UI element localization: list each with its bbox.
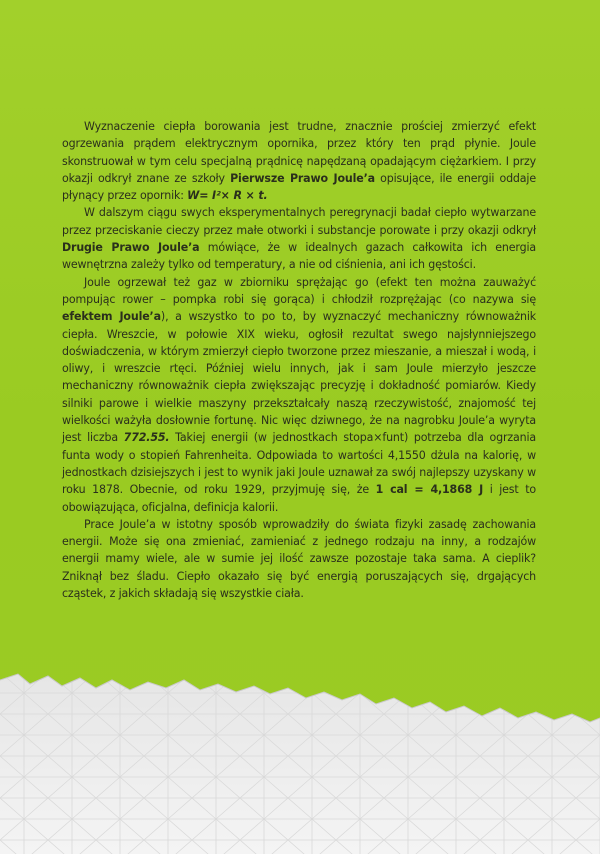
- text-run: ), a wszystko to po to, by wyznaczyć mechaniczny równoważnik ciepła. Wreszcie, w połowie XIX wieku, ogłosił rezultat swego najsłynniejszego doświadczenia, w którym zmierzył ciepło tworzone przez mieszanie, a mieszał i wodą, i oliwy, i wreszcie rtęci. Później wielu innych, jak i sam Joule mierzyło jeszcze mechaniczny równoważnik ciepła zwiększając precyzję i dokładność pomiarów. Kiedy silniki parowe i wielkie maszyny przekształcały naszą rzeczywistość, znajomość tej wielkości ważyła dosłownie fortunę. Nic więc dziwnego, że na nagrobku Joule’a wyryta jest liczba: [62, 310, 536, 445]
- text-run: W dalszym ciągu swych eksperymentalnych peregrynacji badał ciepło wytwarzane przez przeciskanie cieczy przez małe otworki i substancje porowate i przy okazji odkrył: [62, 206, 536, 237]
- paragraph: [62, 274, 536, 516]
- bold-italic-term: 772.55.: [123, 431, 170, 445]
- text-run: Prace Joule’a w istotny sposób wprowadziły do świata fizyki zasadę zachowania energii. Może się ona zmieniać, zamieniać z jednego rodzaju na inny, a rodzajów energii mamy wiele, ale w sumie jej ilość zawsze pozostaje taka sama. A cieplik? Zniknął bez śladu. Ciepło okazało się być energią poruszających się, drgających cząstek, z jakich składają się wszystkie ciała.: [62, 517, 536, 601]
- paragraph: [62, 118, 536, 204]
- text-run: opisujące, ile energii oddaje płynący przez opornik:: [62, 171, 536, 203]
- bold-term: Pierwsze Prawo Joule’a: [230, 171, 375, 185]
- text-run: Joule ogrzewał też gaz w zbiorniku sprężając go (efekt ten można zauważyć pompując rower – pompka robi się gorąca) i chłodził rozprężając (co nazywa się: [62, 275, 536, 306]
- text-run: Takiej energii (w jednostkach stopa×funt) potrzeba dla ogrzania funta wody o stopień Fahrenheita. Odpowiada to wartości 4,1550 dżula na kalorię, w jednostkach dzisiejszych i jest to wynik jaki Joule uznawał za swój najlepszy uzyskany w roku 1878. Obecnie, od roku 1929, przyjmuję się, że: [62, 431, 536, 497]
- bold-term: 1 cal = 4,1868 J: [375, 483, 484, 497]
- bold-italic-term: W= I²× R × t.: [187, 189, 268, 203]
- text-run: Wyznaczenie ciepła borowania jest trudne, znacznie prościej zmierzyć efekt ogrzewania prądem elektrycznym opornika, przez który ten prąd płynie. Joule skonstruował w tym celu specjalną prądnicę napędzaną opadającym ciężarkiem. I przy okazji odkrył znane ze szkoły: [62, 120, 536, 185]
- text-run: mówiące, że w idealnych gazach całkowita ich energia wewnętrzna zależy tylko od temperatury, a nie od ciśnienia, ani ich gęstości.: [62, 241, 536, 272]
- article-body: [62, 118, 536, 602]
- bold-term: efektem Joule’a: [62, 310, 161, 324]
- paragraph: [62, 204, 536, 273]
- bold-term: Drugie Prawo Joule’a: [62, 241, 200, 255]
- text-run: i jest to obowiązująca, oficjalna, definicja kalorii.: [62, 483, 536, 514]
- paragraph: [62, 516, 536, 602]
